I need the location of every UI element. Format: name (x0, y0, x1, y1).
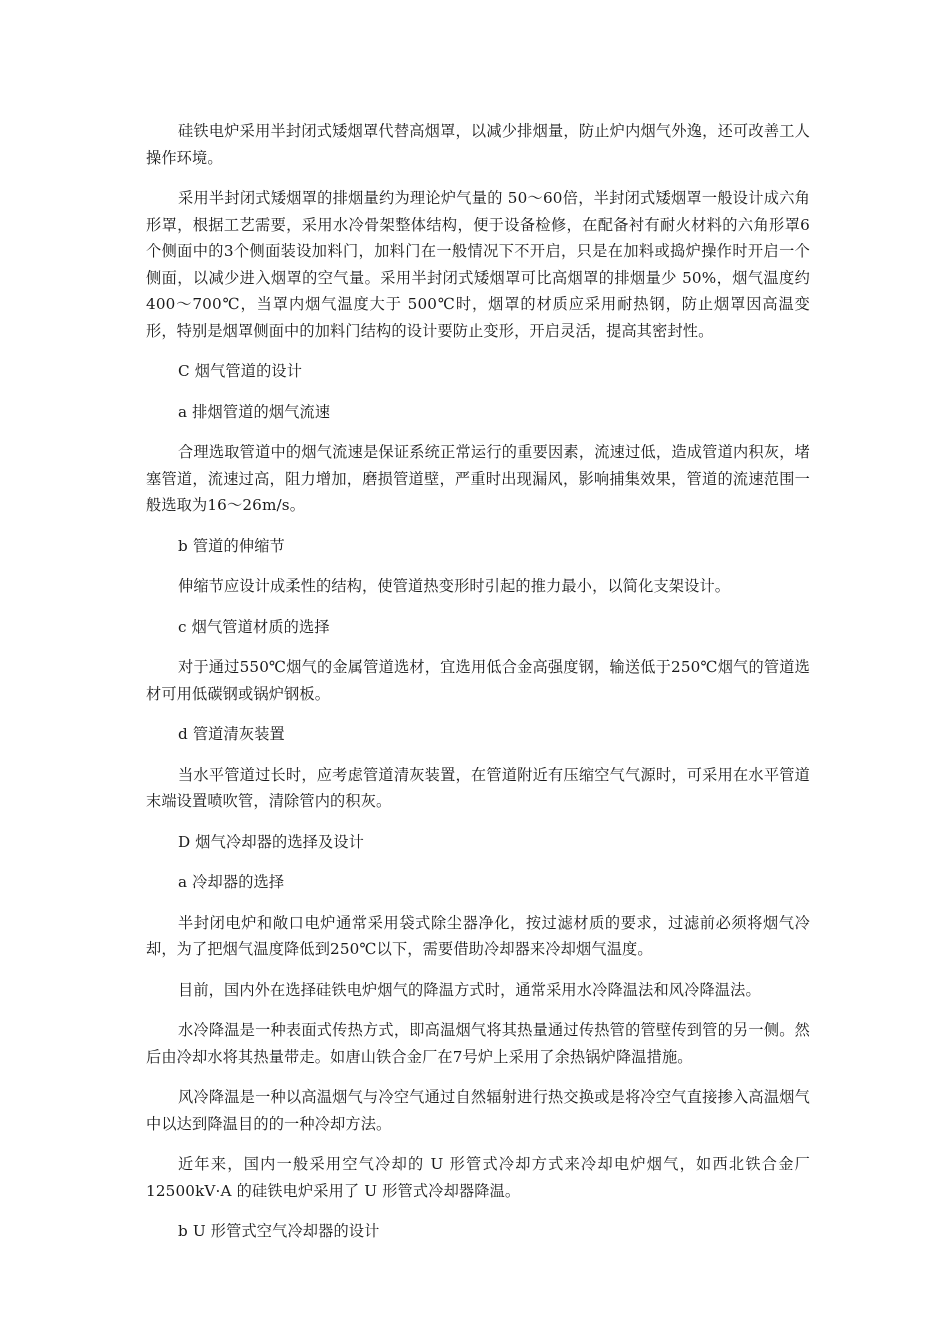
paragraph: 风冷降温是一种以高温烟气与冷空气通过自然辐射进行热交换或是将冷空气直接掺入高温烟气中以达到降温目的的一种冷却方法。 (146, 1088, 810, 1133)
paragraph: 当水平管道过长时，应考虑管道清灰装置，在管道附近有压缩空气气源时，可采用在水平管道末端设置喷吹管，清除管内的积灰。 (146, 765, 810, 810)
document-body (146, 118, 810, 1259)
subsection-heading: c 烟气管道材质的选择 (178, 617, 330, 636)
section-heading: C 烟气管道的设计 (178, 362, 303, 380)
paragraph: 半封闭电炉和敞口电炉通常采用袋式除尘器净化，按过滤材质的要求，过滤前必须将烟气冷却，为了把烟气温度降低到250℃以下，需要借助冷却器来冷却烟气温度。 (146, 913, 810, 958)
section-heading: D 烟气冷却器的选择及设计 (178, 832, 365, 851)
paragraph: 水冷降温是一种表面式传热方式，即高温烟气将其热量通过传热管的管壁传到管的另一侧。然后由冷却水将其热量带走。如唐山铁合金厂在7号炉上采用了余热锅炉降温措施。 (146, 1021, 810, 1066)
subsection-heading: a 冷却器的选择 (178, 873, 285, 891)
paragraph: 目前，国内外在选择硅铁电炉烟气的降温方式时，通常采用水冷降温法和风冷降温法。 (178, 980, 761, 999)
subsection-heading: b 管道的伸缩节 (178, 536, 285, 555)
paragraph: 伸缩节应设计成柔性的结构，使管道热变形时引起的推力最小，以简化支架设计。 (178, 577, 731, 595)
paragraph: 对于通过550℃烟气的金属管道选材，宜选用低合金高强度钢，输送低于250℃烟气的管道选材可用低碳钢或锅炉钢板。 (146, 658, 810, 703)
paragraph: 近年来，国内一般采用空气冷却的 U 形管式冷却方式来冷却电炉烟气，如西北铁合金厂12500kV·A 的硅铁电炉采用了 U 形管式冷却器降温。 (146, 1155, 810, 1200)
subsection-heading: d 管道清灰装置 (178, 725, 285, 743)
paragraph: 硅铁电炉采用半封闭式矮烟罩代替高烟罩，以减少排烟量，防止炉内烟气外逸，还可改善工人操作环境。 (146, 122, 810, 167)
subsection-heading: b U 形管式空气冷却器的设计 (178, 1222, 380, 1240)
subsection-heading: a 排烟管道的烟气流速 (178, 402, 331, 421)
paragraph: 采用半封闭式矮烟罩的排烟量约为理论炉气量的 50～60倍，半封闭式矮烟罩一般设计成六角形罩，根据工艺需要，采用水冷骨架整体结构，便于设备检修，在配备衬有耐火材料的六角形罩6个侧面中的3个侧面装设加料门，加料门在一般情况下不开启，只是在加料或捣炉操作时开启一个侧面，以减少进入烟罩的空气量。采用半封闭式矮烟罩可比高烟罩的排烟量少 50%，烟气温度约400～700℃，当罩内烟气温度大于 500℃时，烟罩的材质应采用耐热钢，防止烟罩因高温变形，特别是烟罩侧面中的加料门结构的设计要防止变形，开启灵活，提高其密封性。 (146, 189, 810, 340)
paragraph: 合理选取管道中的烟气流速是保证系统正常运行的重要因素，流速过低，造成管道内积灰，堵塞管道，流速过高，阻力增加，磨损管道壁，严重时出现漏风，影响捕集效果，管道的流速范围一般选取为16～26m/s。 (146, 443, 810, 514)
